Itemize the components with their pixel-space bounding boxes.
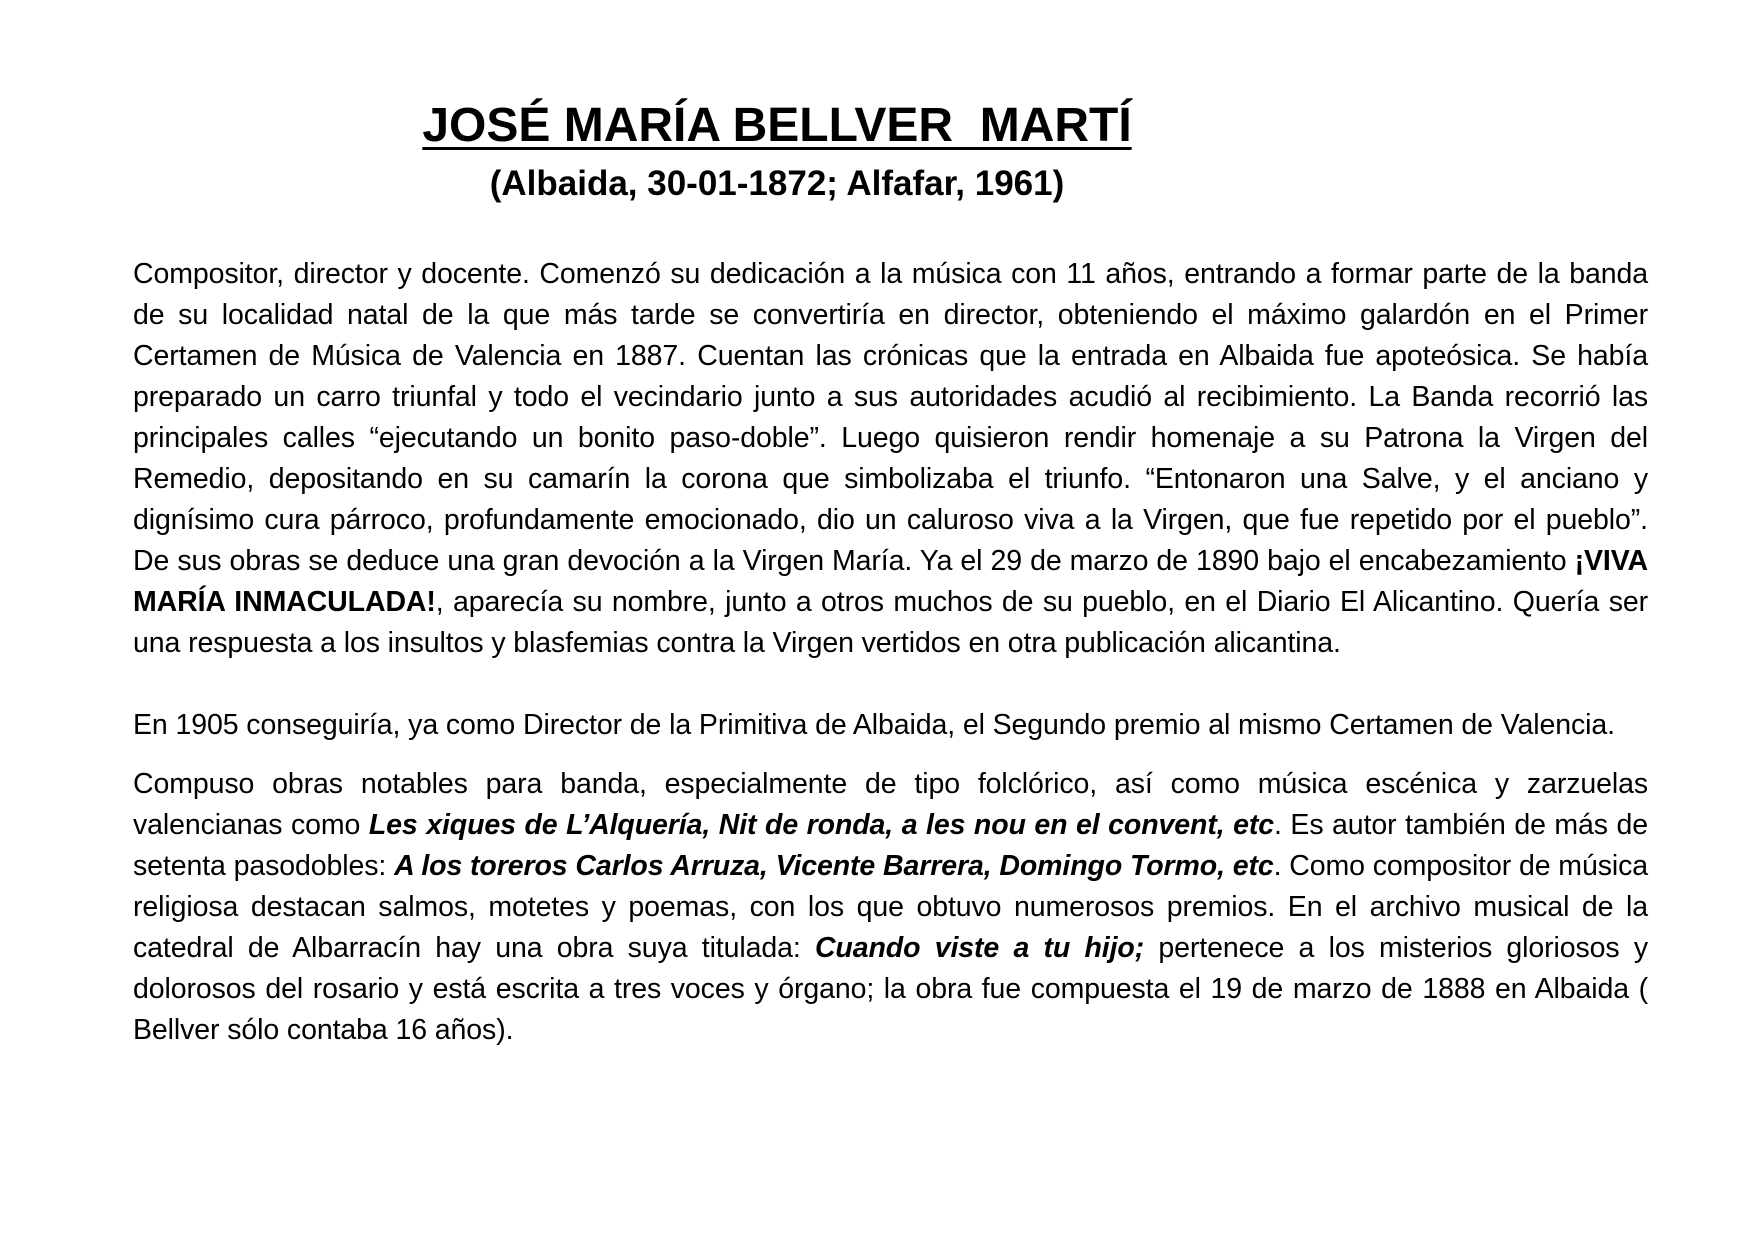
- paragraph-works-text-1: Compuso obras notables para banda, especialmente de tipo folclórico, así como música escénica y zarzuelas valencianas como: [133, 768, 1648, 841]
- paragraph-biography: [133, 254, 1648, 664]
- zarzuela-titles: Les xiques de L’Alquería, Nit de ronda, a les nou en el convent, etc: [368, 809, 1275, 841]
- paragraph-works-text-2: . Es autor también de más de setenta pasodobles:: [133, 809, 1649, 882]
- page-subtitle: (Albaida, 30-01-1872; Alfafar, 1961): [489, 164, 1065, 203]
- religious-work-title: Cuando viste a tu hijo;: [814, 932, 1145, 964]
- paragraph-works-text-4: pertenece a los misterios gloriosos y dolorosos del rosario y está escrita a tres voces y órgano; la obra fue compuesta el 19 de marzo de 1888 en Albaida ( Bellver sólo contaba 16 años).: [133, 932, 1648, 1046]
- page-title: JOSÉ MARÍA BELLVER MARTÍ: [422, 99, 1132, 152]
- paragraph-works-text-3: . Como compositor de música religiosa destacan salmos, motetes y poemas, con los que obtuvo numerosos premios. En el archivo musical de la catedral de Albarracín hay una obra suya titulada:: [133, 850, 1648, 964]
- document-body: [133, 254, 1648, 1051]
- headline-quote: ¡VIVA MARÍA INMACULADA!: [133, 545, 1648, 618]
- paragraph-biography-text-2: , aparecía su nombre, junto a otros muchos de su pueblo, en el Diario El Alicantino. Quería ser una respuesta a los insultos y blasfemias contra la Virgen vertidos en otra publicación alicantina.: [133, 586, 1648, 659]
- paragraph-award: En 1905 conseguiría, ya como Director de la Primitiva de Albaida, el Segundo premio al mismo Certamen de Valencia.: [133, 709, 1615, 741]
- paragraph-works: [133, 764, 1648, 1051]
- pasodoble-titles: A los toreros Carlos Arruza, Vicente Barrera, Domingo Tormo, etc: [394, 850, 1274, 882]
- paragraph-biography-text-1: Compositor, director y docente. Comenzó su dedicación a la música con 11 años, entrando a formar parte de la banda de su localidad natal de la que más tarde se convertiría en director, obteniendo el máximo galardón en el Primer Certamen de Música de Valencia en 1887. Cuentan las crónicas que la entrada en Albaida fue apoteósica. Se había preparado un carro triunfal y todo el vecindario junto a sus autoridades acudió al recibimiento. La Banda recorrió las principales calles “ejecutando un bonito paso-doble”. Luego quisieron rendir homenaje a su Patrona la Virgen del Remedio, depositando en su camarín la corona que simbolizaba el triunfo. “Entonaron una Salve, y el anciano y dignísimo cura párroco, profundamente emocionado, dio un caluroso viva a la Virgen, que fue repetido por el pueblo”. De sus obras se deduce una gran devoción a la Virgen María. Ya el 29 de marzo de 1890 bajo el encabezamiento: [133, 258, 1648, 577]
